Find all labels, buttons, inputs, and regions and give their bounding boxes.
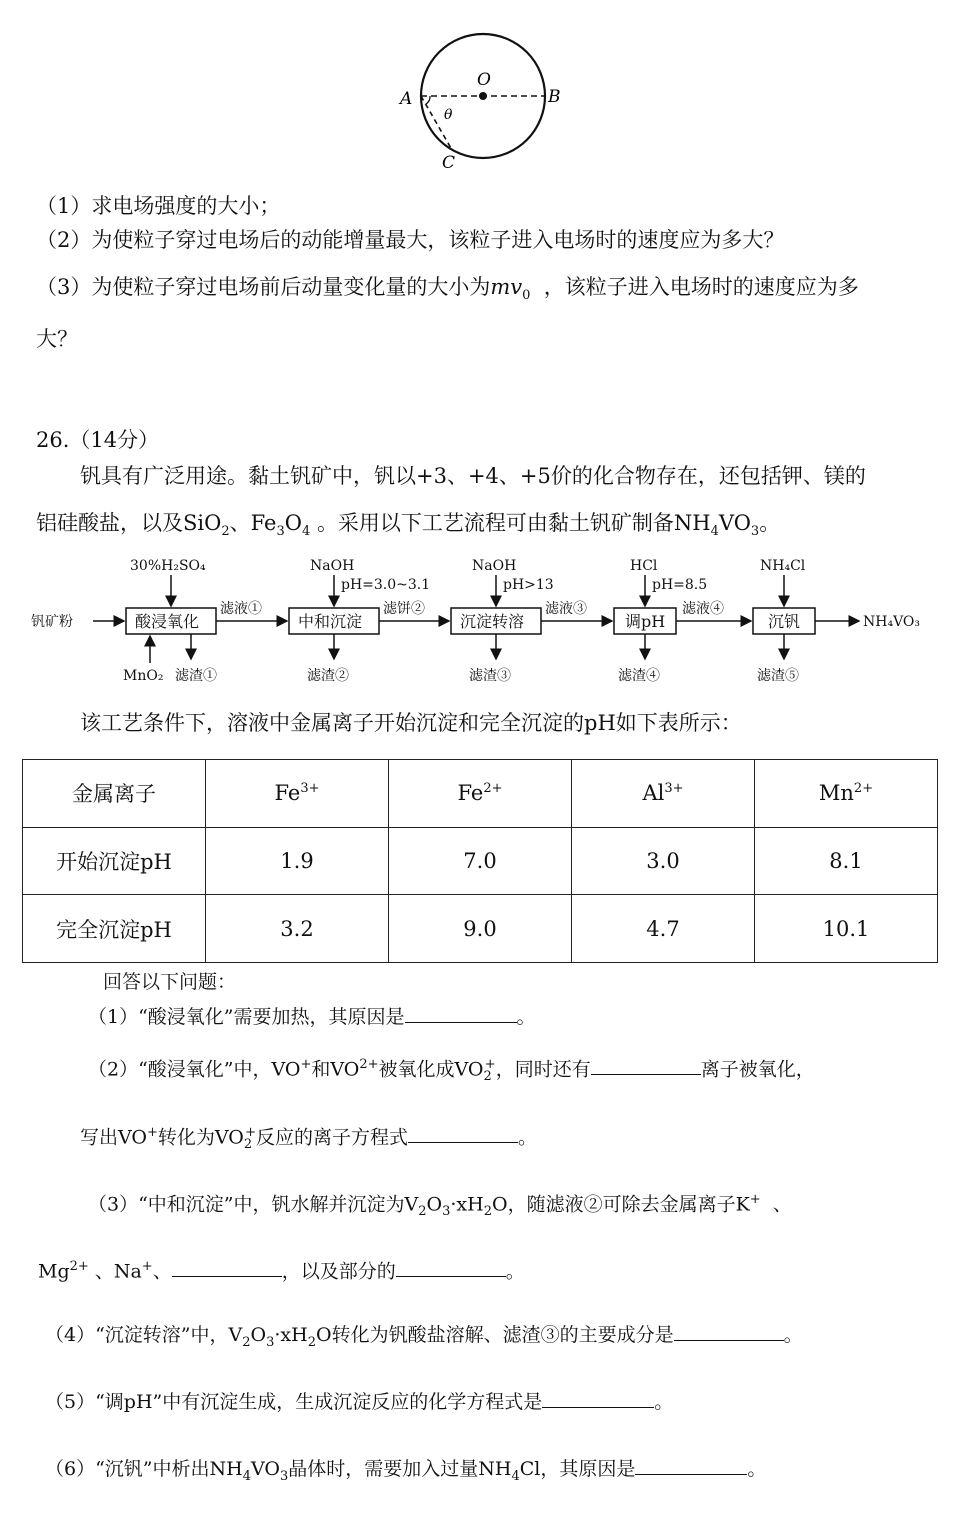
table-cell: 4.7 bbox=[572, 895, 755, 963]
label-B: B bbox=[548, 87, 561, 107]
header-cell: $Fe^{2+}$ bbox=[389, 760, 572, 828]
answer-blank[interactable] bbox=[674, 1318, 784, 1341]
circle-field-figure bbox=[380, 25, 580, 175]
table-cell: 7.0 bbox=[389, 827, 572, 895]
ph-table bbox=[22, 759, 938, 963]
link-filtrate-1: 滤液① bbox=[220, 601, 262, 617]
header-cell: $Al^{3+}$ bbox=[572, 760, 755, 828]
reagent-naoh-2: NaOH bbox=[472, 558, 517, 574]
label-theta: θ bbox=[444, 107, 453, 123]
table-cell: 8.1 bbox=[755, 827, 938, 895]
flow-box-redissolve: 沉淀转溶 bbox=[460, 612, 525, 631]
table-cell: 开始沉淀pH bbox=[23, 827, 206, 895]
q26-intro-line1: 钒具有广泛用途。黏土钒矿中，钒以+3、+4、+5价的化合物存在，还包括钾、镁的 bbox=[80, 464, 866, 488]
process-flow-diagram bbox=[25, 555, 945, 695]
flow-box-adjust-ph: 调pH bbox=[625, 612, 666, 631]
flow-box-neutralize: 中和沉淀 bbox=[298, 612, 363, 631]
answer-blank[interactable] bbox=[408, 1120, 518, 1143]
residue-4: 滤渣④ bbox=[618, 668, 660, 684]
residue-3: 滤渣③ bbox=[469, 668, 511, 684]
table-cell: 10.1 bbox=[755, 895, 938, 963]
question-3-cont: $Mg^{2+}$ 、Na+、 ，以及部分的 。 bbox=[38, 1252, 525, 1286]
answer-blank[interactable] bbox=[635, 1452, 747, 1475]
table-cell: 完全沉淀pH bbox=[23, 895, 206, 963]
link-filtrate-3: 滤液③ bbox=[545, 601, 587, 617]
q25-part3: （3）为使粒子穿过电场前后动量变化量的大小为$mv_0$ ，该粒子进入电场时的速度应为多 bbox=[36, 275, 859, 304]
reagent-hcl: HCl bbox=[630, 558, 658, 574]
residue-1: 滤渣① bbox=[175, 668, 217, 684]
question-2: （2）“酸浸氧化”中，VO+和$VO^{2+}$被氧化成$VO_2^+$，同时还有 离子被氧化， bbox=[88, 1050, 815, 1092]
table-cell: 9.0 bbox=[389, 895, 572, 963]
answer-blank[interactable] bbox=[591, 1052, 701, 1075]
table-cell: 3.0 bbox=[572, 827, 755, 895]
link-filter-cake-2: 滤饼② bbox=[383, 601, 425, 617]
label-O: O bbox=[477, 70, 491, 90]
flow-box-acid-oxidation: 酸浸氧化 bbox=[135, 612, 200, 631]
residue-5: 滤渣⑤ bbox=[757, 668, 799, 684]
flow-end: NH₄VO₃ bbox=[863, 614, 921, 630]
reagent-nh4cl: NH₄Cl bbox=[760, 558, 806, 574]
q26-heading: 26.（14分） bbox=[36, 428, 160, 452]
condition-ph-3: pH=8.5 bbox=[652, 577, 708, 593]
answer-blank[interactable] bbox=[542, 1385, 654, 1408]
condition-ph-1: pH=3.0~3.1 bbox=[341, 577, 431, 593]
table-row bbox=[23, 895, 938, 963]
flow-box-precipitate-v: 沉钒 bbox=[768, 612, 801, 631]
label-C: C bbox=[442, 153, 456, 173]
answer-blank[interactable] bbox=[405, 1000, 517, 1023]
questions-lead: 回答以下问题： bbox=[103, 971, 237, 993]
header-cell: $Mn^{2+}$ bbox=[755, 760, 938, 828]
table-cell: 3.2 bbox=[206, 895, 389, 963]
question-3: （3）“中和沉淀”中，钒水解并沉淀为$V_2O_3\cdot xH_2O$，随滤液②可除去金属离子K+ 、 bbox=[88, 1192, 792, 1220]
question-6: （6）“沉钒”中析出$NH_4VO_3$晶体时，需要加入过量$NH_4Cl$，其原因是 。 bbox=[45, 1452, 766, 1492]
q25-part1: （1）求电场强度的大小； bbox=[36, 194, 281, 218]
table-row bbox=[23, 827, 938, 895]
table-intro: 该工艺条件下，溶液中金属离子开始沉淀和完全沉淀的pH如下表所示： bbox=[80, 711, 742, 735]
header-cell: 金属离子 bbox=[23, 760, 206, 828]
answer-blank[interactable] bbox=[396, 1254, 506, 1277]
question-4: （4）“沉淀转溶”中，$V_2O_3\cdot xH_2O$转化为钒酸盐溶解、滤渣③的主要成分是 。 bbox=[45, 1318, 803, 1358]
residue-2: 滤渣② bbox=[307, 668, 349, 684]
reagent-naoh-1: NaOH bbox=[310, 558, 355, 574]
flow-start: 钒矿粉 bbox=[31, 614, 73, 630]
table-cell: 1.9 bbox=[206, 827, 389, 895]
q25-part3-cont: 大？ bbox=[36, 327, 78, 351]
header-cell: $Fe^{3+}$ bbox=[206, 760, 389, 828]
table-header-row bbox=[23, 760, 938, 828]
question-2-cont: 写出VO+转化为$VO_2^+$反应的离子方程式 。 bbox=[80, 1118, 537, 1160]
q26-intro-line2: 铝硅酸盐，以及SiO$_2$、$Fe_3O_4$ 。采用以下工艺流程可由黏土钒矿制备$NH_4VO_3$。 bbox=[36, 511, 781, 540]
link-filtrate-4: 滤液④ bbox=[682, 601, 724, 617]
label-A: A bbox=[400, 89, 413, 109]
reagent-h2so4: 30%H₂SO₄ bbox=[130, 558, 206, 574]
question-5: （5）“调pH”中有沉淀生成，生成沉淀反应的化学方程式是 。 bbox=[45, 1385, 673, 1417]
reagent-mno2: MnO₂ bbox=[123, 668, 164, 684]
answer-blank[interactable] bbox=[172, 1254, 282, 1277]
q25-part2: （2）为使粒子穿过电场后的动能增量最大，该粒子进入电场时的速度应为多大？ bbox=[36, 228, 785, 252]
condition-ph-2: pH>13 bbox=[503, 577, 554, 593]
question-1: （1）“酸浸氧化”需要加热，其原因是 。 bbox=[88, 1000, 536, 1032]
